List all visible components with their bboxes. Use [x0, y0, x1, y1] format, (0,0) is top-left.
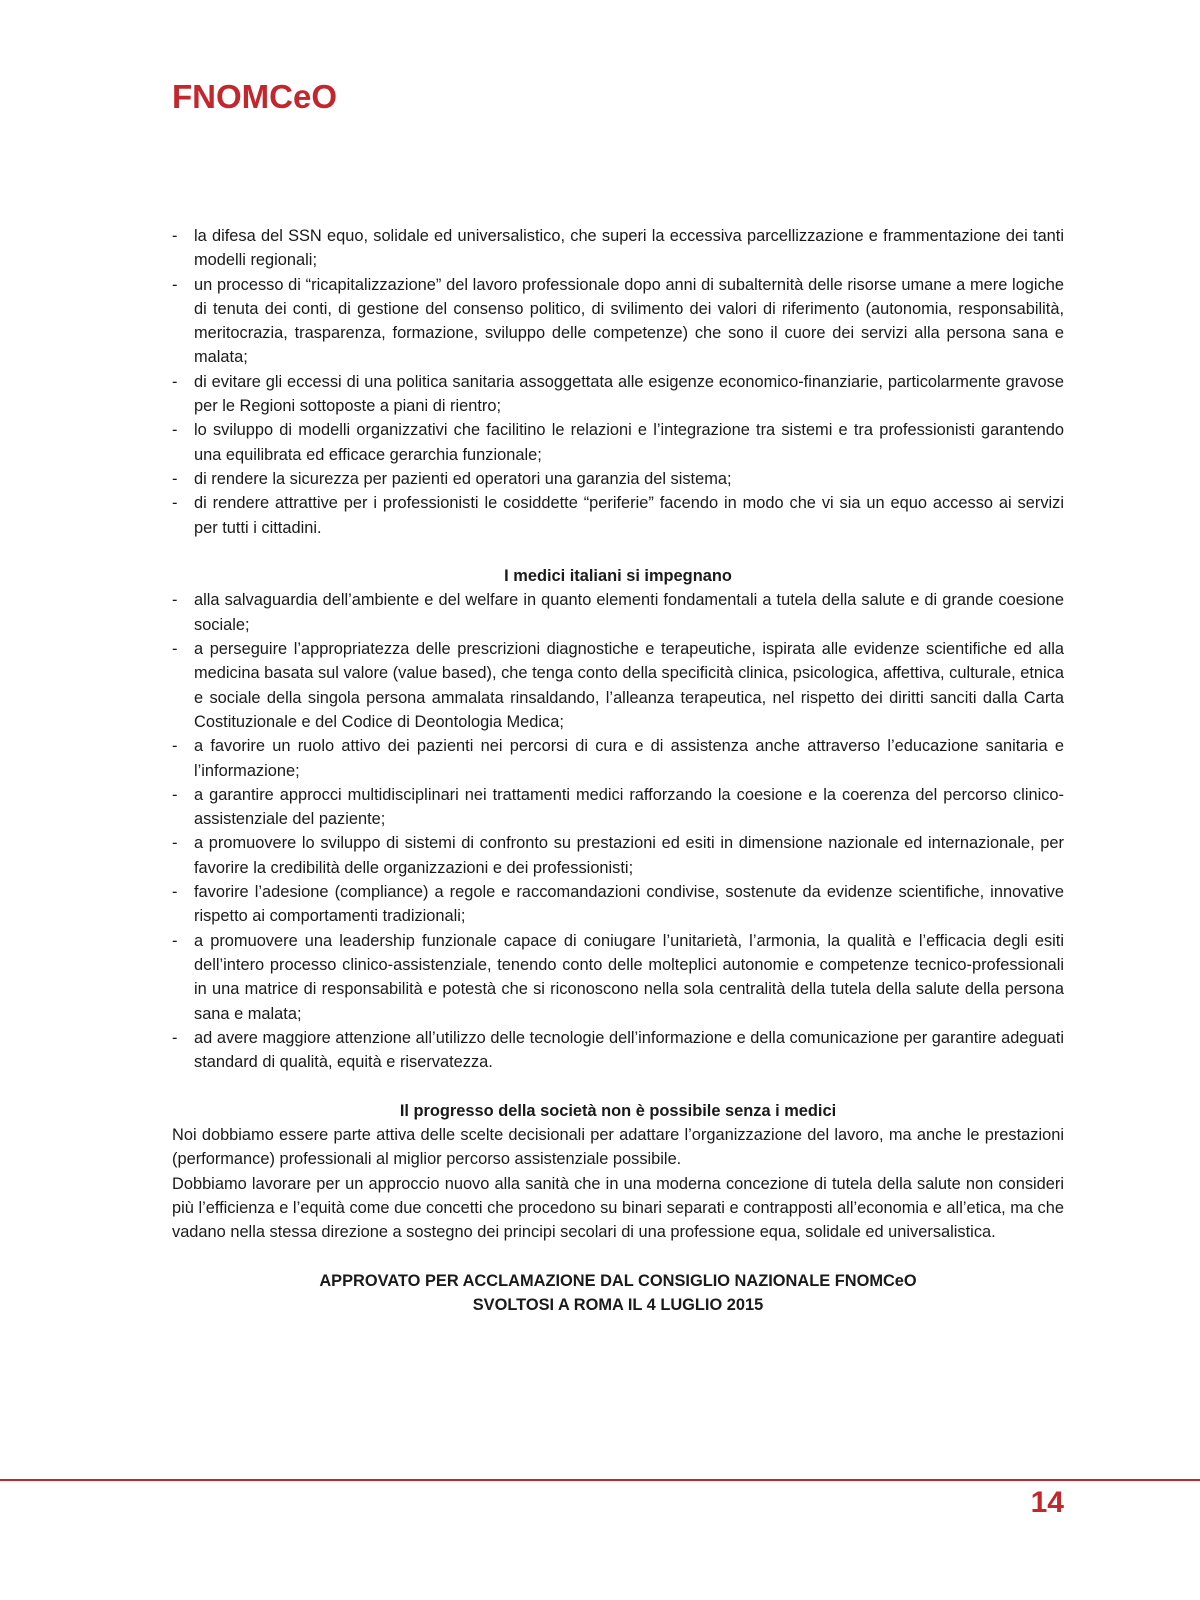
list-item: - a favorire un ruolo attivo dei pazienti nei percorsi di cura e di assistenza anche attraverso l’educazione sanitaria e l’informazione;: [172, 734, 1064, 783]
paragraph: Noi dobbiamo essere parte attiva delle scelte decisionali per adattare l’organizzazione del lavoro, ma anche le prestazioni (performance) professionali al miglior percorso assistenziale possibile.: [172, 1125, 1064, 1169]
footer-divider: [0, 1479, 1200, 1481]
paragraph: Dobbiamo lavorare per un approccio nuovo alla sanità che in una moderna concezione di tutela della salute non consideri più l’efficienza e l’equità come due concetti che procedono su binari separati e contrapposti all’economia e all’etica, ma che vadano nella stessa direzione a sostegno dei principi secolari di una professione equa, solidale ed universalistica.: [172, 1174, 1064, 1242]
list-item: - a promuovere una leadership funzionale capace di coniugare l’unitarietà, l’armonia, la qualità e l’efficacia degli esiti dell’intero processo clinico-assistenziale, tenendo conto delle molteplici autonomie e competenze tecnico-professionali in una matrice di responsabilità e potestà che si riconoscono nella sola centralità della tutela della salute della persona sana e malata;: [172, 929, 1064, 1026]
intro-list: [172, 224, 1064, 540]
list-item: - la difesa del SSN equo, solidale ed universalistico, che superi la eccessiva parcellizzazione e frammentazione dei tanti modelli regionali;: [172, 224, 1064, 273]
section-heading-progress: Il progresso della società non è possibile senza i medici: [399, 1101, 837, 1120]
section-heading-commitments: I medici italiani si impegnano: [504, 567, 732, 586]
list-item: - un processo di “ricapitalizzazione” del lavoro professionale dopo anni di subalternità delle risorse umane a mere logiche di tenuta dei conti, di gestione del consenso politico, di svilimento dei valori di riferimento (autonomia, responsabilità, meritocrazia, trasparenza, formazione, sviluppo delle competenze) che sono il cuore dei servizi alla persona sana e malata;: [172, 273, 1064, 370]
list-item: - lo sviluppo di modelli organizzativi che facilitino le relazioni e l’integrazione tra sistemi e tra professionisti garantendo una equilibrata ed efficace gerarchia funzionale;: [172, 418, 1064, 467]
list-item: - alla salvaguardia dell’ambiente e del welfare in quanto elementi fondamentali a tutela della salute e di grande coesione sociale;: [172, 588, 1064, 637]
approval-line-1: APPROVATO PER ACCLAMAZIONE DAL CONSIGLIO NAZIONALE FNOMCeO: [319, 1271, 917, 1290]
document-body: [172, 224, 1064, 1317]
list-item: - di evitare gli eccessi di una politica sanitaria assoggettata alle esigenze economico-finanziarie, particolarmente gravose per le Regioni sottoposte a piani di rientro;: [172, 370, 1064, 419]
fnomceo-logo: FNOMCeO: [172, 78, 337, 115]
approval-statement: [172, 1269, 1064, 1318]
page-number: 14: [1030, 1486, 1064, 1519]
approval-line-2: SVOLTOSI A ROMA IL 4 LUGLIO 2015: [472, 1296, 764, 1315]
list-item: - a perseguire l’appropriatezza delle prescrizioni diagnostiche e terapeutiche, ispirata alle evidenze scientifiche ed alla medicina basata sul valore (value based), che tenga conto della specificità clinica, psicologica, affettiva, culturale, etnica e sociale della singola persona ammalata rinsaldando, l’alleanza terapeutica, nel rispetto dei diritti sanciti dalla Carta Costituzionale e del Codice di Deontologia Medica;: [172, 637, 1064, 734]
list-item: - a promuovere lo sviluppo di sistemi di confronto su prestazioni ed esiti in dimensione nazionale ed internazionale, per favorire la credibilità delle organizzazioni e dei professionisti;: [172, 831, 1064, 880]
list-item: - a garantire approcci multidisciplinari nei trattamenti medici rafforzando la coesione e la coerenza del percorso clinico-assistenziale del paziente;: [172, 783, 1064, 832]
commitments-list: [172, 588, 1064, 1074]
list-item: - di rendere attrattive per i professionisti le cosiddette “periferie” facendo in modo che vi sia un equo accesso ai servizi per tutti i cittadini.: [172, 491, 1064, 540]
list-item: - di rendere la sicurezza per pazienti ed operatori una garanzia del sistema;: [172, 467, 1064, 491]
list-item: - favorire l’adesione (compliance) a regole e raccomandazioni condivise, sostenute da evidenze scientifiche, innovative rispetto ai comportamenti tradizionali;: [172, 880, 1064, 929]
list-item: - ad avere maggiore attenzione all’utilizzo delle tecnologie dell’informazione e della comunicazione per garantire adeguati standard di qualità, equità e riservatezza.: [172, 1026, 1064, 1075]
